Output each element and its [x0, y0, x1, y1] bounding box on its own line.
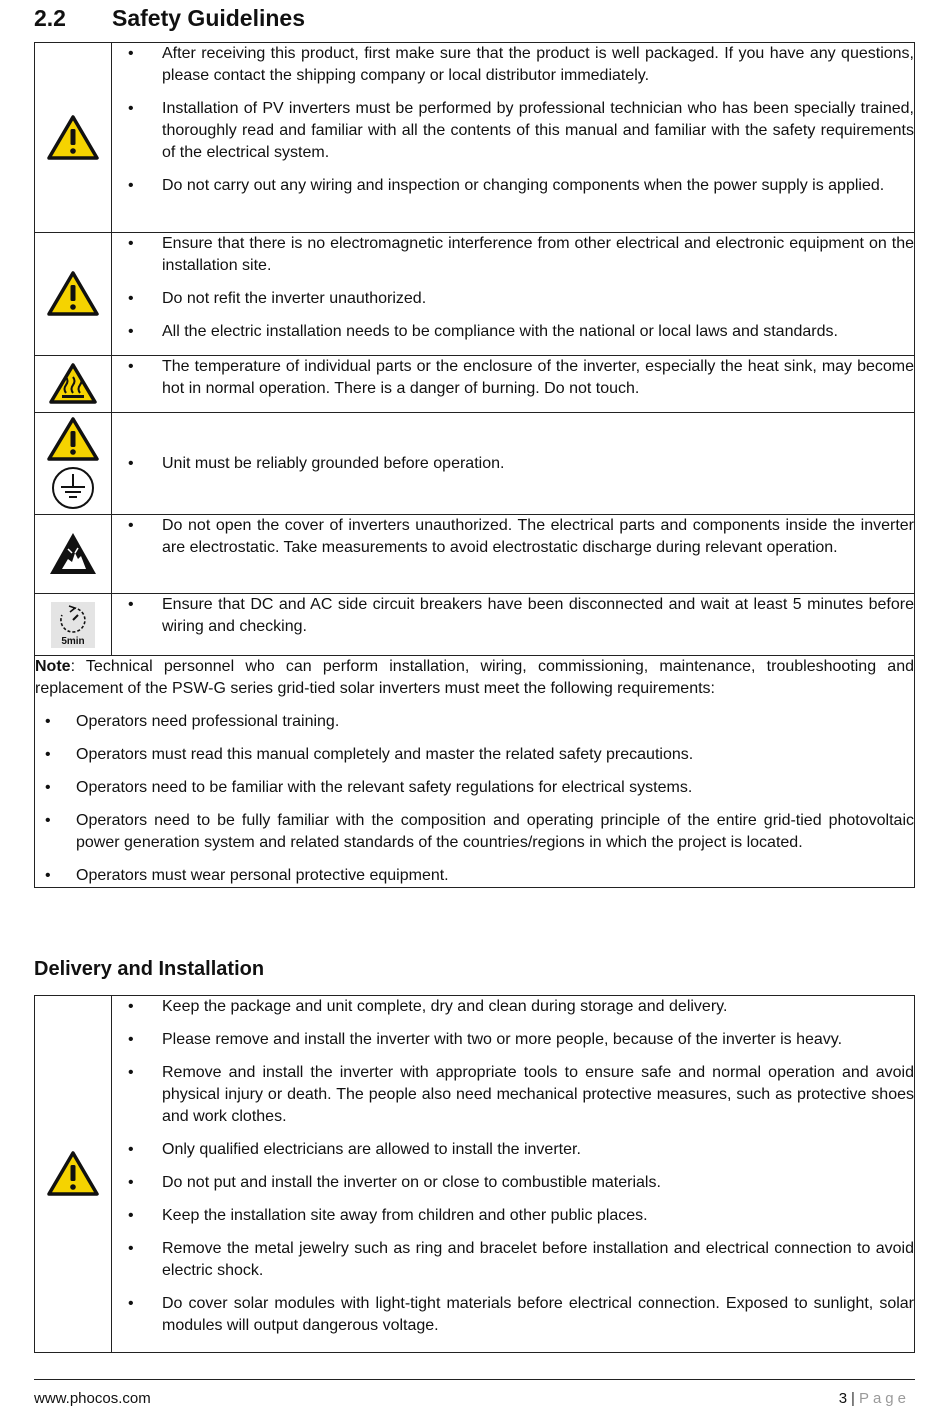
- list-item: • Installation of PV inverters must be performed by professional technician who has been specially trained, thoroughly read and familiar with all the contents of this manual and familiar with the safety requirements of the electrical system.: [36, 98, 914, 164]
- list-item: • Do not put and install the inverter on or close to combustible materials.: [36, 1172, 914, 1194]
- note-list: [35, 711, 914, 887]
- list-item: • Please remove and install the inverter with two or more people, because of the inverter is heavy.: [36, 1029, 914, 1051]
- svg-text:5min: 5min: [61, 635, 85, 647]
- section-number: 2.2: [34, 4, 66, 31]
- list-item: • After receiving this product, first make sure that the product is well packaged. If you have any questions, please contact the shipping company or local distributor immediately.: [36, 43, 914, 87]
- delivery-list: [36, 996, 914, 1337]
- delivery-text-cell: [112, 996, 915, 1353]
- list-item: • The temperature of individual parts or the enclosure of the inverter, especially the heat sink, may become hot in normal operation. There is a danger of burning. Do not touch.: [36, 356, 914, 400]
- safety-row: [35, 356, 915, 413]
- safety-list: [36, 515, 914, 559]
- note-cell: [35, 656, 915, 888]
- section-title: Safety Guidelines: [112, 4, 306, 31]
- safety-row: [35, 43, 915, 233]
- list-item: • Only qualified electricians are allowed to install the inverter.: [36, 1139, 914, 1161]
- list-item: • Ensure that DC and AC side circuit breakers have been disconnected and wait at least 5 minutes before wiring and checking.: [36, 594, 914, 638]
- safety-text-cell: [112, 233, 915, 356]
- safety-row: [35, 233, 915, 356]
- delivery-table: [34, 995, 915, 1353]
- note-text: : Technical personnel who can perform installation, wiring, commissioning, maintenance, troubleshooting and replacement of the PSW-G series grid-tied solar inverters must meet the following requirements:: [35, 658, 914, 697]
- list-item: • Remove and install the inverter with appropriate tools to ensure safe and normal operation and avoid physical injury or death. The people also need mechanical protective measures, such as protective shoes and work clothes.: [36, 1062, 914, 1128]
- note-row: [35, 656, 915, 888]
- list-item: • Operators must wear personal protective equipment.: [35, 865, 914, 887]
- safety-text-cell: [112, 43, 915, 233]
- list-item: • Operators need professional training.: [35, 711, 914, 733]
- note-paragraph: [35, 656, 914, 700]
- page-number: 3: [838, 1390, 848, 1407]
- list-item: • Operators must read this manual completely and master the related safety precautions.: [35, 744, 914, 766]
- section-heading: [34, 2, 305, 34]
- safety-list: [36, 356, 914, 400]
- footer-page: [839, 1390, 910, 1407]
- page-separator: |: [851, 1390, 855, 1407]
- list-item: • Operators need to be familiar with the relevant safety regulations for electrical systems.: [35, 777, 914, 799]
- safety-row: [35, 594, 915, 656]
- safety-list: [36, 453, 914, 475]
- safety-list: [36, 43, 914, 197]
- list-item: • Do cover solar modules with light-tight materials before electrical connection. Exposed to sunlight, solar modules will output dangerous voltage.: [36, 1293, 914, 1337]
- footer-divider: [34, 1379, 915, 1380]
- list-item: • Keep the installation site away from children and other public places.: [36, 1205, 914, 1227]
- delivery-row: [35, 996, 915, 1353]
- safety-text-cell: [112, 356, 915, 413]
- list-item: • Unit must be reliably grounded before operation.: [36, 453, 914, 475]
- note-label: Note: [35, 658, 71, 675]
- list-item: • Do not refit the inverter unauthorized.: [36, 288, 914, 310]
- safety-row: [35, 515, 915, 594]
- list-item: • All the electric installation needs to be compliance with the national or local laws and standards.: [36, 321, 914, 343]
- list-item: • Remove the metal jewelry such as ring and bracelet before installation and electrical connection to avoid electric shock.: [36, 1238, 914, 1282]
- list-item: • Do not open the cover of inverters unauthorized. The electrical parts and components inside the inverter are electrostatic. Take measurements to avoid electrostatic discharge during relevant operation.: [36, 515, 914, 559]
- delivery-heading: Delivery and Installation: [34, 958, 265, 980]
- safety-text-cell: [112, 515, 915, 594]
- safety-list: [36, 594, 914, 638]
- safety-row: [35, 413, 915, 515]
- list-item: • Ensure that there is no electromagnetic interference from other electrical and electronic equipment on the installation site.: [36, 233, 914, 277]
- list-item: • Keep the package and unit complete, dry and clean during storage and delivery.: [36, 996, 914, 1018]
- list-item: • Do not carry out any wiring and inspection or changing components when the power supply is applied.: [36, 175, 914, 197]
- safety-guidelines-table: [34, 42, 915, 888]
- safety-list: [36, 233, 914, 343]
- footer-website: www.phocos.com: [34, 1390, 151, 1407]
- safety-text-cell: [112, 594, 915, 656]
- list-item: • Operators need to be fully familiar with the composition and operating principle of the entire grid-tied photovoltaic power generation system and related standards of the countries/regions in which the project is located.: [35, 810, 914, 854]
- page-word: Page: [858, 1390, 910, 1407]
- safety-text-cell: [112, 413, 915, 515]
